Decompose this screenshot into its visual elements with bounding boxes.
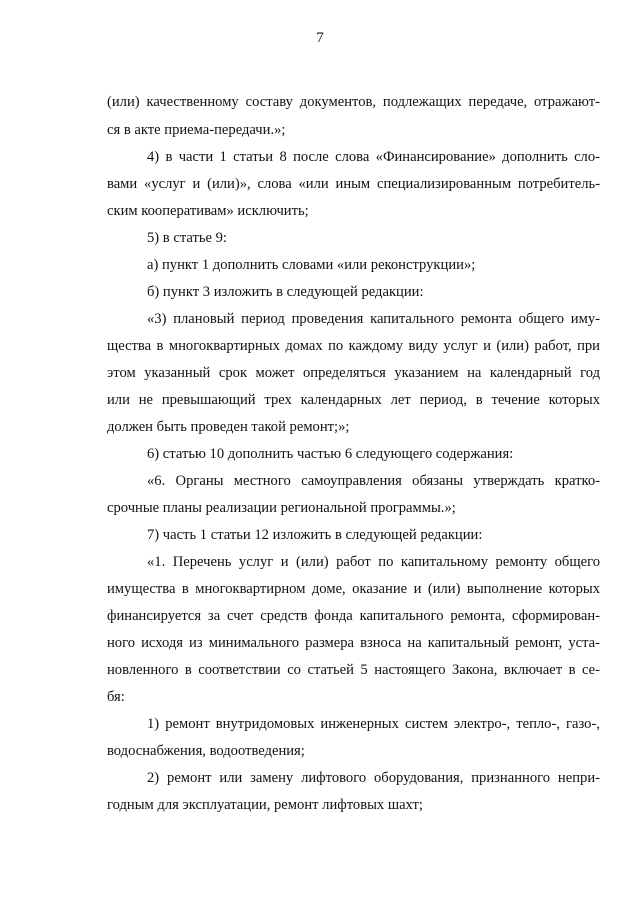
text-line: годным для эксплуатации, ремонт лифтовых шахт; bbox=[107, 797, 423, 813]
text-line: 4) в части 1 статьи 8 после слова «Финансирование» дополнить сло- bbox=[147, 149, 600, 165]
text-line: новленного в соответствии со статьей 5 настоящего Закона, включает в се- bbox=[107, 662, 600, 678]
text-line: водоснабжения, водоотведения; bbox=[107, 743, 305, 759]
text-line: срочные планы реализации региональной программы.»; bbox=[107, 500, 456, 516]
text-line: б) пункт 3 изложить в следующей редакции: bbox=[147, 284, 424, 300]
text-line: а) пункт 1 дополнить словами «или реконструкции»; bbox=[147, 257, 476, 273]
text-line: 5) в статье 9: bbox=[147, 230, 227, 246]
text-line: должен быть проведен такой ремонт;»; bbox=[107, 419, 350, 435]
text-line: (или) качественному составу документов, подлежащих передаче, отражают- bbox=[107, 94, 600, 110]
text-line: вами «услуг и (или)», слова «или иным специализированным потребитель- bbox=[107, 176, 600, 192]
text-line: финансируется за счет средств фонда капитального ремонта, сформирован- bbox=[107, 608, 600, 624]
text-line: «6. Органы местного самоуправления обязаны утверждать кратко- bbox=[147, 473, 600, 489]
text-line: щества в многоквартирных домах по каждому виду услуг и (или) работ, при bbox=[107, 338, 600, 354]
text-line: имущества в многоквартирном доме, оказание и (или) выполнение которых bbox=[107, 581, 600, 597]
text-line: этом указанный срок может определяться указанием на календарный год bbox=[107, 365, 600, 381]
text-line: 6) статью 10 дополнить частью 6 следующего содержания: bbox=[147, 446, 514, 462]
text-line: ного исходя из минимального размера взноса на капитальный ремонт, уста- bbox=[107, 635, 600, 651]
text-line: ским кооперативам» исключить; bbox=[107, 203, 309, 219]
text-line: бя: bbox=[107, 689, 125, 705]
text-line: «1. Перечень услуг и (или) работ по капитальному ремонту общего bbox=[147, 554, 600, 570]
text-line: «3) плановый период проведения капитального ремонта общего иму- bbox=[147, 311, 600, 327]
text-line: или не превышающий трех календарных лет период, в течение которых bbox=[107, 392, 600, 408]
page-number: 7 bbox=[316, 30, 324, 46]
text-line: ся в акте приема-передачи.»; bbox=[107, 122, 286, 138]
text-line: 2) ремонт или замену лифтового оборудования, признанного непри- bbox=[147, 770, 600, 786]
text-line: 7) часть 1 статьи 12 изложить в следующей редакции: bbox=[147, 527, 483, 543]
text-line: 1) ремонт внутридомовых инженерных систем электро-, тепло-, газо-, bbox=[147, 716, 600, 732]
